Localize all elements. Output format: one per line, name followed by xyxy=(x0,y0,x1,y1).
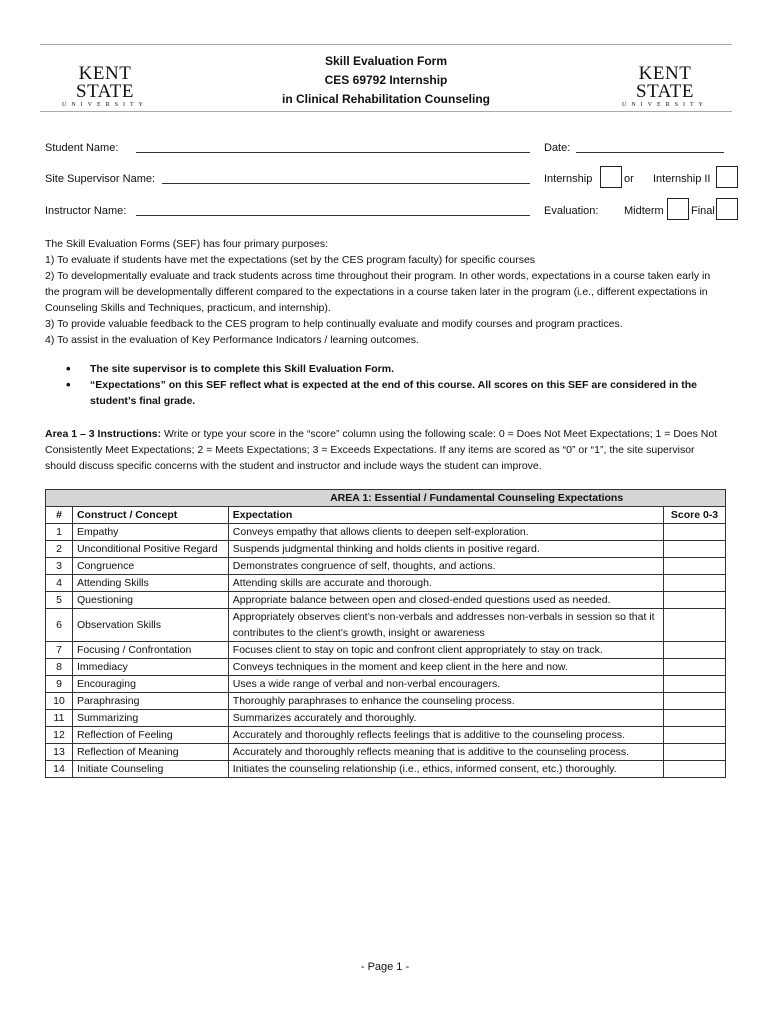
score-cell[interactable] xyxy=(664,761,726,778)
row-construct: Paraphrasing xyxy=(72,693,228,710)
student-name-field[interactable] xyxy=(136,142,530,153)
notice-list xyxy=(62,361,722,409)
row-number: 9 xyxy=(46,676,73,693)
score-cell[interactable] xyxy=(664,575,726,592)
instructor-label: Instructor Name: xyxy=(45,205,127,217)
purpose-item: 1) To evaluate if students have met the expectations (set by the CES program faculty) for specific courses xyxy=(45,254,536,266)
row-number: 12 xyxy=(46,727,73,744)
internship-ii-checkbox[interactable] xyxy=(716,166,738,188)
page-number: - Page 1 - xyxy=(360,961,410,973)
purpose-intro: The Skill Evaluation Forms (SEF) has four primary purposes: xyxy=(45,238,329,250)
instructor-row xyxy=(45,205,126,217)
area-title: AREA 1: Essential / Fundamental Counseling Expectations xyxy=(228,490,725,507)
score-cell[interactable] xyxy=(664,727,726,744)
kent-state-logo-left xyxy=(50,65,160,109)
col-header-construct: Construct / Concept xyxy=(72,507,228,524)
table-row xyxy=(46,744,726,761)
row-number: 13 xyxy=(46,744,73,761)
row-number: 11 xyxy=(46,710,73,727)
site-supervisor-row xyxy=(45,173,155,185)
midterm-checkbox[interactable] xyxy=(667,198,689,220)
site-supervisor-field[interactable] xyxy=(162,173,530,184)
table-row xyxy=(46,575,726,592)
logo-subtitle: UNIVERSITY xyxy=(622,102,708,108)
row-expectation: Suspends judgmental thinking and holds clients in positive regard. xyxy=(228,541,663,558)
row-number: 6 xyxy=(46,609,73,642)
table-row xyxy=(46,761,726,778)
logo-wordmark: KENT STATE xyxy=(636,63,694,102)
col-header-num: # xyxy=(46,507,73,524)
notice-item: • The site supervisor is to complete this Skill Evaluation Form. xyxy=(62,361,722,377)
row-construct: Summarizing xyxy=(72,710,228,727)
student-name-row xyxy=(45,142,118,154)
date-field[interactable] xyxy=(576,142,724,153)
purpose-item: 4) To assist in the evaluation of Key Performance Indicators / learning outcomes. xyxy=(45,334,419,346)
purpose-item: 3) To provide valuable feedback to the CES program to help continually evaluate and modify courses and program practices. xyxy=(45,318,623,330)
student-name-label: Student Name: xyxy=(45,142,119,154)
evaluation-label: Evaluation: xyxy=(544,205,599,217)
table-row xyxy=(46,659,726,676)
kent-state-logo-right xyxy=(610,65,720,109)
or-label: or xyxy=(624,173,634,185)
row-construct: Initiate Counseling xyxy=(72,761,228,778)
row-expectation: Conveys techniques in the moment and keep client in the here and now. xyxy=(228,659,663,676)
row-expectation: Initiates the counseling relationship (i.e., ethics, informed consent, etc.) thoroughly. xyxy=(228,761,663,778)
score-cell[interactable] xyxy=(664,642,726,659)
score-cell[interactable] xyxy=(664,693,726,710)
col-header-score: Score 0-3 xyxy=(664,507,726,524)
row-construct: Reflection of Meaning xyxy=(72,744,228,761)
score-cell[interactable] xyxy=(664,609,726,642)
table-row xyxy=(46,710,726,727)
program-title: in Clinical Rehabilitation Counseling xyxy=(281,92,490,106)
row-construct: Attending Skills xyxy=(72,575,228,592)
row-expectation: Conveys empathy that allows clients to deepen self-exploration. xyxy=(228,524,663,541)
row-construct: Empathy xyxy=(72,524,228,541)
internship-checkbox[interactable] xyxy=(600,166,622,188)
row-number: 1 xyxy=(46,524,73,541)
instructions-label: Area 1 – 3 Instructions: xyxy=(45,428,162,440)
score-cell[interactable] xyxy=(664,558,726,575)
logo-wordmark: KENT STATE xyxy=(76,63,134,102)
internship-label: Internship xyxy=(544,173,593,185)
form-titles xyxy=(220,52,552,109)
purpose-item: 2) To developmentally evaluate and track students across time throughout their program. In other words, expectations in a course taken early in the program will be developmentally different compared to the expectations in a course taken later in the program (i.e., different expectations in Counseling Skills and Techniques, practicum, and internship). xyxy=(45,270,711,314)
row-number: 5 xyxy=(46,592,73,609)
course-title: CES 69792 Internship xyxy=(324,73,448,87)
row-construct: Unconditional Positive Regard xyxy=(72,541,228,558)
row-number: 10 xyxy=(46,693,73,710)
internship-ii-label: Internship II xyxy=(653,173,711,185)
area-title-row xyxy=(46,490,726,507)
score-cell[interactable] xyxy=(664,592,726,609)
table-row xyxy=(46,524,726,541)
table-row xyxy=(46,693,726,710)
row-construct: Observation Skills xyxy=(72,609,228,642)
table-row xyxy=(46,642,726,659)
row-expectation: Uses a wide range of verbal and non-verbal encouragers. xyxy=(228,676,663,693)
row-construct: Congruence xyxy=(72,558,228,575)
row-number: 7 xyxy=(46,642,73,659)
table-row xyxy=(46,541,726,558)
row-construct: Questioning xyxy=(72,592,228,609)
area-title-spacer xyxy=(46,490,229,507)
midterm-label: Midterm xyxy=(624,205,664,217)
table-row xyxy=(46,592,726,609)
row-expectation: Focuses client to stay on topic and confront client appropriately to stay on track. xyxy=(228,642,663,659)
row-construct: Reflection of Feeling xyxy=(72,727,228,744)
score-cell[interactable] xyxy=(664,744,726,761)
purpose-section xyxy=(45,236,725,348)
score-cell[interactable] xyxy=(664,676,726,693)
row-expectation: Demonstrates congruence of self, thoughts, and actions. xyxy=(228,558,663,575)
instructions-text: Write or type your score in the “score” column using the following scale: 0 = Does Not Meet Expectations; 1 = Does Not Consistently Meet Expectations; 2 = Meets Expectations; 3 = Exceeds Expectations. If any items are scored as “0” or “1”, the site supervisor should discuss specific concerns with the student and instructor and include ways the student can improve. xyxy=(45,428,718,472)
form-header xyxy=(40,44,732,112)
table-row xyxy=(46,609,726,642)
score-cell[interactable] xyxy=(664,659,726,676)
final-checkbox[interactable] xyxy=(716,198,738,220)
row-number: 2 xyxy=(46,541,73,558)
instructor-field[interactable] xyxy=(136,205,530,216)
logo-subtitle: UNIVERSITY xyxy=(62,102,148,108)
row-construct: Immediacy xyxy=(72,659,228,676)
row-construct: Encouraging xyxy=(72,676,228,693)
col-header-expectation: Expectation xyxy=(228,507,663,524)
score-cell[interactable] xyxy=(664,710,726,727)
row-expectation: Appropriately observes client’s non-verbals and addresses non-verbals in session so that it contributes to the client’s growth, insight or awareness xyxy=(228,609,663,642)
row-construct: Focusing / Confrontation xyxy=(72,642,228,659)
row-expectation: Attending skills are accurate and thorough. xyxy=(228,575,663,592)
area-1-table xyxy=(45,489,726,778)
row-number: 14 xyxy=(46,761,73,778)
area-instructions xyxy=(45,426,725,474)
row-expectation: Accurately and thoroughly reflects meaning that is additive to the counseling process. xyxy=(228,744,663,761)
table-row xyxy=(46,727,726,744)
table-row xyxy=(46,558,726,575)
row-expectation: Appropriate balance between open and closed-ended questions used as needed. xyxy=(228,592,663,609)
row-number: 3 xyxy=(46,558,73,575)
site-supervisor-label: Site Supervisor Name: xyxy=(45,173,156,185)
row-expectation: Thoroughly paraphrases to enhance the counseling process. xyxy=(228,693,663,710)
row-number: 8 xyxy=(46,659,73,676)
form-title: Skill Evaluation Form xyxy=(324,54,448,68)
notice-item: • “Expectations” on this SEF reflect what is expected at the end of this course. All scores on this SEF are considered in the student’s final grade. xyxy=(62,377,722,409)
table-header-row xyxy=(46,507,726,524)
score-cell[interactable] xyxy=(664,524,726,541)
row-number: 4 xyxy=(46,575,73,592)
table-row xyxy=(46,676,726,693)
row-expectation: Accurately and thoroughly reflects feelings that is additive to the counseling process. xyxy=(228,727,663,744)
final-label: Final xyxy=(691,205,715,217)
score-cell[interactable] xyxy=(664,541,726,558)
row-expectation: Summarizes accurately and thoroughly. xyxy=(228,710,663,727)
date-label: Date: xyxy=(544,142,571,154)
